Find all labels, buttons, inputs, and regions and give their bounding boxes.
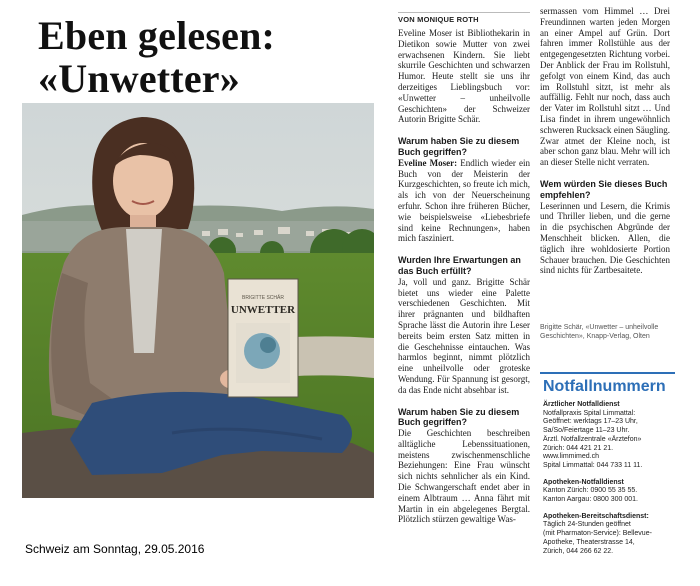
answer-1-text: Endlich wieder ein Buch von der Meisterin der Kurzgeschichten, so freute ich mich, als ich von der Neuerscheinung erfuhr. Schon ihre früheren Bücher, wie beispielsweise «Liebesbriefe sind keine Rechnungen», haben mich fasziniert. <box>398 157 530 244</box>
byline: VON MONIQUE ROTH <box>398 12 530 24</box>
article-column-1 <box>398 28 530 525</box>
book-title: UNWETTER <box>230 304 296 316</box>
notfall-aerzte-link[interactable]: www.limmimed.ch <box>543 453 600 461</box>
article-column-2 <box>540 6 670 276</box>
notfall-aerzte-heading: Ärztlicher Notfalldienst <box>543 401 620 408</box>
notfall-aerzte-line: Notfallpraxis Spital Limmattal: <box>543 409 636 417</box>
notfall-title: Notfallnummern <box>543 378 666 395</box>
answer-1-speaker: Eveline Moser: <box>398 157 458 168</box>
answer-4: Leserinnen und Lesern, die Krimis und Thriller lieben, und die gerne in die psychischen Abgründe der Menschheit blicken. Allen, die täglich ihre wohldosierte Portion Schauer brauchen. Die Geschichten sind nichts für Zartbesaitete. <box>540 200 670 276</box>
source-caption: Schweiz am Sonntag, 29.05.2016 <box>25 542 205 556</box>
notfall-bereitschaft-line: Apotheke, Theaterstrasse 14, <box>543 538 635 546</box>
notfall-bereitschaft-heading: Apotheken-Bereitschaftsdienst: <box>543 512 649 520</box>
answer-3: Die Geschichten beschreiben alltägliche Lebenssituationen, meistens zwischenmenschliche Beziehungen: Eine Frau wünscht sich nichts sehnlicher als ein Kind. Die Schwangerschaft endet aber in einem Albtraum … Anna fährt mit Martin in ein abgelegenes Bergtal. Plötzlich stürzen gewaltige Was- <box>398 428 530 525</box>
photo-woman-with-book <box>22 103 374 498</box>
notfall-aerzte-line: Spital Limmattal: 044 733 11 11. <box>543 461 643 469</box>
question-4: Wem würden Sie dieses Buch empfehlen? <box>540 178 668 200</box>
notfall-aerzte-line: Geöffnet: werktags 17–23 Uhr, <box>543 418 638 426</box>
question-2: Wurden Ihre Erwartungen an das Buch erfüllt? <box>398 255 521 276</box>
notfall-divider <box>540 372 675 374</box>
headline-line-2: «Unwetter» <box>38 56 240 101</box>
continuation-paragraph: sermassen vom Himmel … Drei Freundinnen warten jeden Morgen an einer Ampel auf Grün. Dort fahren immer Rollstühle aus der entgegengesetzten Richtung vorbei. Der Anblick der Frau im Rollstuhl, gefolgt von einem Kind, das auch im Rollstuhl sitzt, ist mehr als auffällig. Fehlt nur noch, dass auch der Vater im Rollstuhl sitzt … Und Lisa findet in ihrem ungewöhnlich schweren Rucksack einen Säugling. Zwar atmet der Kleine noch, ist aber schon ganz blau. Mehr will ich an dieser Stelle nicht verraten. <box>540 6 670 168</box>
notfall-apotheken-line: Kanton Aargau: 0800 300 001. <box>543 496 638 504</box>
answer-2: Ja, voll und ganz. Brigitte Schär bietet uns wieder eine Palette verschiedenen Geschichten. Mit ihrer prägnanten und bildhaften Sprache lässt die Autorin ihre Leser bereits beim ersten Satz mitten in die Geschehnisse eintauchen. Was harmlos beginnt, nimmt plötzlich eine unheilvolle oder groteske Wendung. Für Spannung ist gesorgt, da das Ende nicht absehbar ist. <box>398 276 530 395</box>
notfall-aerzte-line: Ärztl. Notfallzentrale «Ärztefon» <box>543 435 642 443</box>
answer-1 <box>398 158 530 244</box>
question-1: Warum haben Sie zu diesem Buch gegriffen? <box>398 136 520 157</box>
notfall-bereitschaft-line: Zürich, 044 266 62 22. <box>543 547 614 555</box>
notfall-apotheken-line: Kanton Zürich: 0900 55 35 55. <box>543 487 638 495</box>
notfall-apotheken-heading: Apotheken-Notfalldienst <box>543 478 624 486</box>
headline <box>38 14 275 100</box>
question-3: Warum haben Sie zu diesem Buch gegriffen? <box>398 406 520 428</box>
notfall-bereitschaft-line: Täglich 24-Stunden geöffnet <box>543 521 631 529</box>
headline-line-1: Eben gelesen: <box>38 13 276 58</box>
notfall-aerzte-line: Zürich: 044 421 21 21. <box>543 444 614 452</box>
book-author: BRIGITTE SCHÄR <box>242 295 284 301</box>
notfall-bereitschaft-line: (mit Pharmaton-Service): Bellevue- <box>543 530 652 538</box>
intro-paragraph: Eveline Moser ist Bibliothekarin in Dietikon sowie Mutter von zwei erwachsenen Kindern. Sie liebt skurrile Geschichten und schwarzen Humor. Heute stellt sie uns ihr derzeitiges Lieblingsbuch vor: «Unwetter – unheilvolle Geschichten» der Schweizer Autorin Brigitte Schär. <box>398 28 530 125</box>
book-credit: Brigitte Schär, «Unwetter – unheilvolle Geschichten», Knapp-Verlag, Olten <box>540 324 659 340</box>
notfall-aerzte-line: Sa/So/Feiertage 11–23 Uhr. <box>543 427 630 435</box>
notfall-box <box>543 401 675 556</box>
